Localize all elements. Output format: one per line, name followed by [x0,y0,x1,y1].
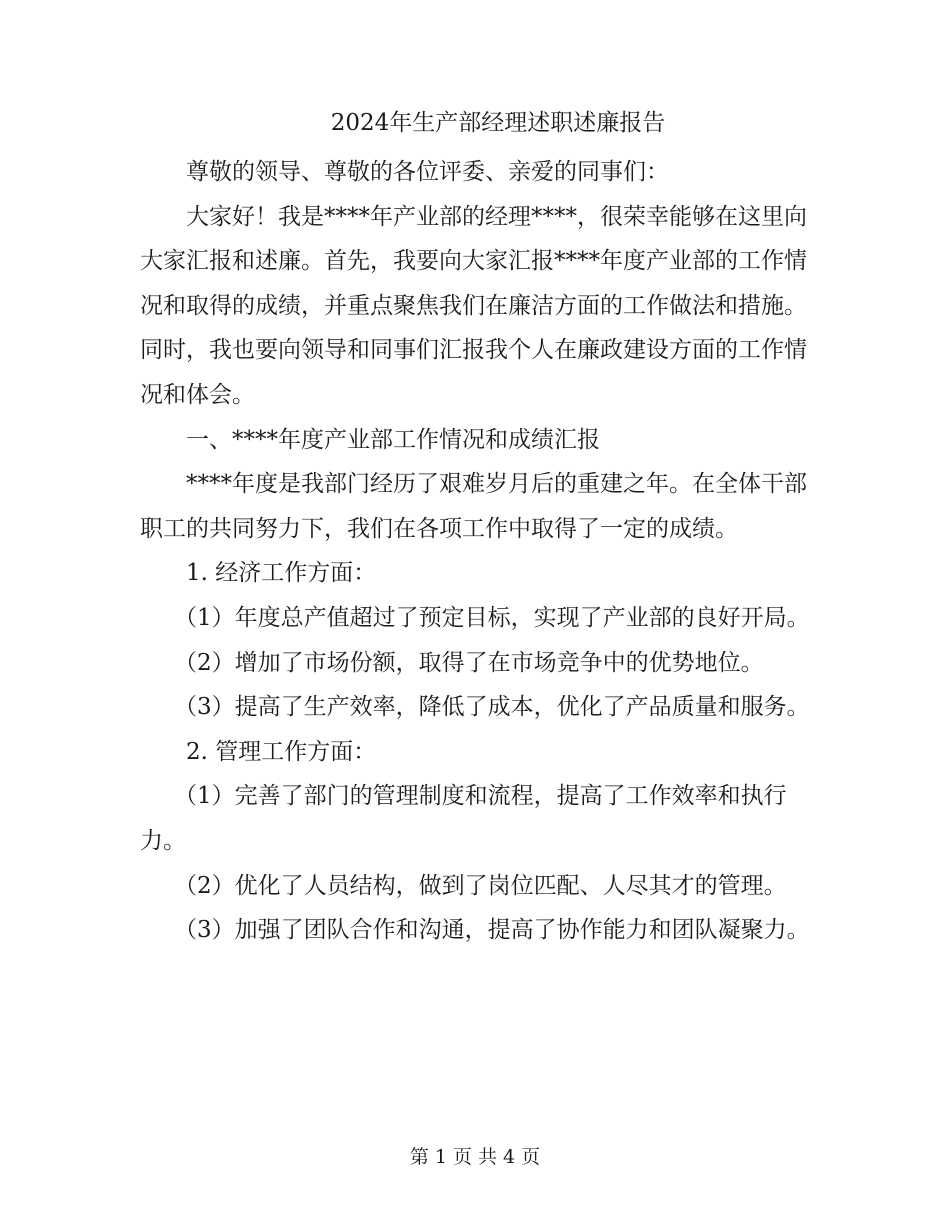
salutation-paragraph: 尊敬的领导、尊敬的各位评委、亲爱的同事们： [186,159,669,185]
list-item-management-3: （3）加强了团队合作和沟通，提高了协作能力和团队凝聚力。 [174,917,810,944]
document-body [140,150,812,953]
list-item-economic-2: （2）增加了市场份额，取得了在市场竞争中的优势地位。 [174,649,764,676]
list-item-management-1: （1）完善了部门的管理制度和流程，提高了工作效率和执行力。 [140,783,787,854]
subsection-heading-economic: 1. 经济工作方面： [186,560,377,587]
section-paragraph: ****年度是我部门经历了艰难岁月后的重建之年。在全体干部职工的共同努力下，我们在各项工作中取得了一定的成绩。 [140,471,807,542]
page-footer: 第 1 页 共 4 页 [409,1146,541,1168]
intro-paragraph: 大家好！我是****年产业部的经理****，很荣幸能够在这里向大家汇报和述廉。首先，我要向大家汇报****年度产业部的工作情况和取得的成绩，并重点聚焦我们在廉洁方面的工作做法和措施。同时，我也要向领导和同事们汇报我个人在廉政建设方面的工作情况和体会。 [140,203,807,408]
list-item-economic-3: （3）提高了生产效率，降低了成本，优化了产品质量和服务。 [174,694,810,721]
list-item-economic-1: （1）年度总产值超过了预定目标，实现了产业部的良好开局。 [174,604,810,631]
document-title: 2024年生产部经理述职述廉报告 [330,110,666,136]
list-item-management-2: （2）优化了人员结构，做到了岗位匹配、人尽其才的管理。 [174,872,787,899]
subsection-heading-management: 2. 管理工作方面： [186,738,377,765]
section-heading: 一、****年度产业部工作情况和成绩汇报 [186,426,600,453]
